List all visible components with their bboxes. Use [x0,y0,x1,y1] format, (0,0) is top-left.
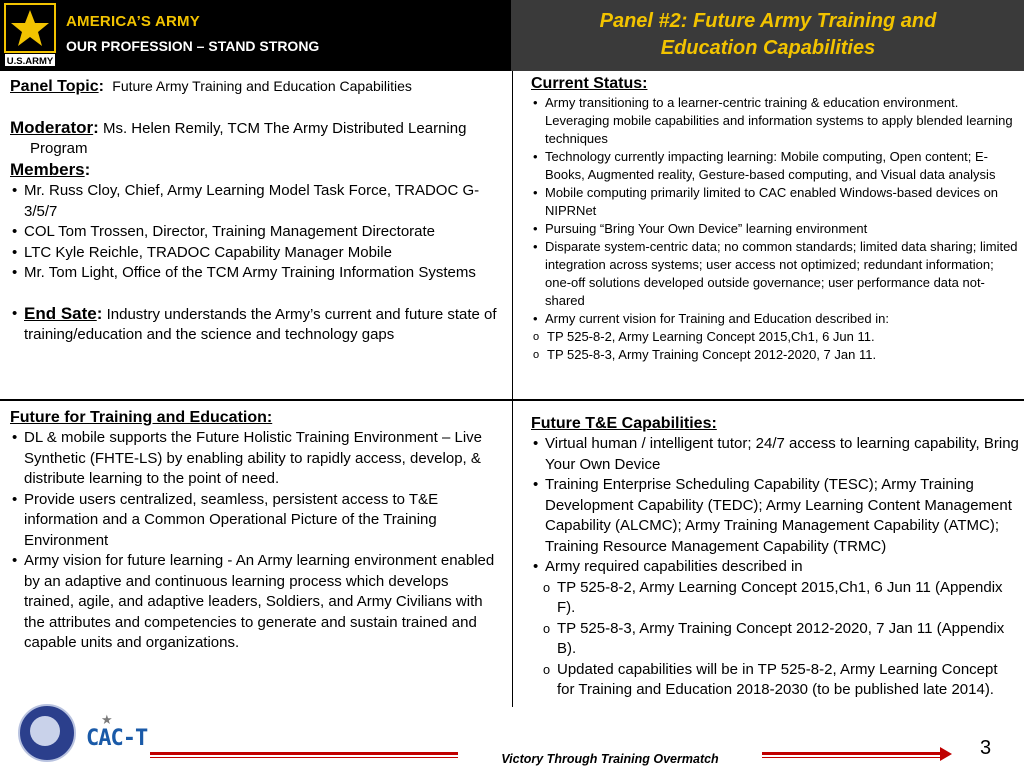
list-item: • COL Tom Trossen, Director, Training Management Directorate [10,222,506,243]
members-heading: Members: [10,159,91,179]
panel-topic-text: Future Army Training and Education Capabilities [112,78,412,94]
footer-rule-right-thin [762,757,942,758]
brand-title: AMERICA’S ARMY [66,13,200,30]
list-item: • Disparate system-centric data; no common standards; limited data sharing; limited integration across systems; user access not optimized; redundant information; one-off solutions developed outside governance; user performance data not-shared [531,238,1021,310]
army-logo [0,0,60,71]
star-icon: ★ [101,712,113,727]
footer-rule-left [150,752,458,755]
list-item: • Mobile computing primarily limited to CAC enabled Windows-based devices on NIPRNet [531,184,1021,220]
footer-rule-left-thin [150,757,458,758]
panel-topic-line: Panel Topic: Future Army Training and Education Capabilities [10,78,412,95]
members-label: Members [10,159,85,179]
end-state-text: Industry understands the Army’s current and future state of training/education and the science and technology gaps [24,305,497,343]
end-state-label: End Sate [24,303,97,323]
sub-list-item: o TP 525-8-3, Army Training Concept 2012-2020, 7 Jan 11. [531,346,1021,364]
arrow-right-icon [940,747,952,761]
seal-icon [18,704,76,762]
panel-info-section [10,76,506,346]
list-item: • Training Enterprise Scheduling Capability (TESC); Army Training Development Capability (TEDC); Army Learning Content Management Capability (ALCMC); Army Training Management Capability (ATMC); Training Resource Management Capability (TRMC) [531,475,1019,557]
list-item: • DL & mobile supports the Future Holistic Training Environment – Live Synthetic (FHTE-LS) by enabling ability to rapidly access, develop, & distribute learning to the point of need. [10,428,502,490]
list-item: • LTC Kyle Reichle, TRADOC Capability Manager Mobile [10,243,506,264]
moderator-line: Moderator: Ms. Helen Remily, TCM The Army Distributed Learning Program [10,117,467,157]
current-status-section [531,74,1021,364]
future-training-heading: Future for Training and Education: [10,409,273,426]
army-star-icon [4,3,56,67]
list-item: • Mr. Tom Light, Office of the TCM Army Training Information Systems [10,263,506,284]
future-training-list [10,428,502,654]
end-state-item: • End Sate: Industry understands the Army’s current and future state of training/education and the science and technology gaps [10,304,506,346]
future-training-section [10,408,502,654]
list-item: • Provide users centralized, seamless, persistent access to T&E information and a Common Operational Picture of the Training Environment [10,490,502,552]
current-status-list [531,94,1021,328]
list-item: • Army current vision for Training and Education described in: [531,310,1021,328]
future-capabilities-section [531,414,1019,701]
future-capabilities-list [531,434,1019,578]
list-item: • Army transitioning to a learner-centric training & education environment. Leveraging mobile capabilities and information systems to apply blended learning techniques [531,94,1021,148]
panel-title: Panel #2: Future Army Training and Education Capabilities [599,10,937,59]
moderator-label: Moderator [10,117,94,137]
page-number: 3 [980,737,992,759]
future-capabilities-heading: Future T&E Capabilities: [531,415,717,432]
sub-list-item: o TP 525-8-2, Army Learning Concept 2015,Ch1, 6 Jun 11. [531,328,1021,346]
list-item: • Technology currently impacting learning: Mobile computing, Open content; E-Books, Augmented reality, Gesture-based computing, and Visual data analysis [531,148,1021,184]
vertical-divider [512,71,513,707]
moderator-text: Ms. Helen Remily, TCM The Army Distributed Learning Program [30,119,467,157]
end-state-list [10,304,506,346]
footer-rule-right [762,752,942,755]
current-status-heading: Current Status: [531,75,648,92]
future-capabilities-sublist [531,578,1019,701]
sub-list-item: o TP 525-8-3, Army Training Concept 2012-2020, 7 Jan 11 (Appendix B). [541,619,1019,660]
footer-motto: Victory Through Training Overmatch [501,752,719,766]
list-item: • Army vision for future learning - An Army learning environment enabled by an adaptive and continuous learning process which develops trained, agile, and adaptive leaders, Soldiers, and Army Civilians with the attributes and competencies to generate and sustain trained and capable units and organizations. [10,551,502,654]
sub-list-item: o Updated capabilities will be in TP 525-8-2, Army Learning Concept for Training and Education 2018-2030 (to be published late 2014). [541,660,1019,701]
brand-subtitle: OUR PROFESSION – STAND STRONG [66,38,320,54]
cac-t-logo: CAC-T [86,726,148,751]
members-list [10,181,506,284]
list-item: • Mr. Russ Cloy, Chief, Army Learning Model Task Force, TRADOC G-3/5/7 [10,181,506,222]
sub-list-item: o TP 525-8-2, Army Learning Concept 2015,Ch1, 6 Jun 11 (Appendix F). [541,578,1019,619]
list-item: • Army required capabilities described in [531,557,1019,578]
current-status-sublist [531,328,1021,364]
panel-topic-label: Panel Topic [10,78,99,95]
list-item: • Pursuing “Bring Your Own Device” learning environment [531,220,1021,238]
logo-caption: U.S.ARMY [6,56,54,67]
list-item: • Virtual human / intelligent tutor; 24/7 access to learning capability, Bring Your Own Device [531,434,1019,475]
horizontal-divider [0,399,1024,401]
